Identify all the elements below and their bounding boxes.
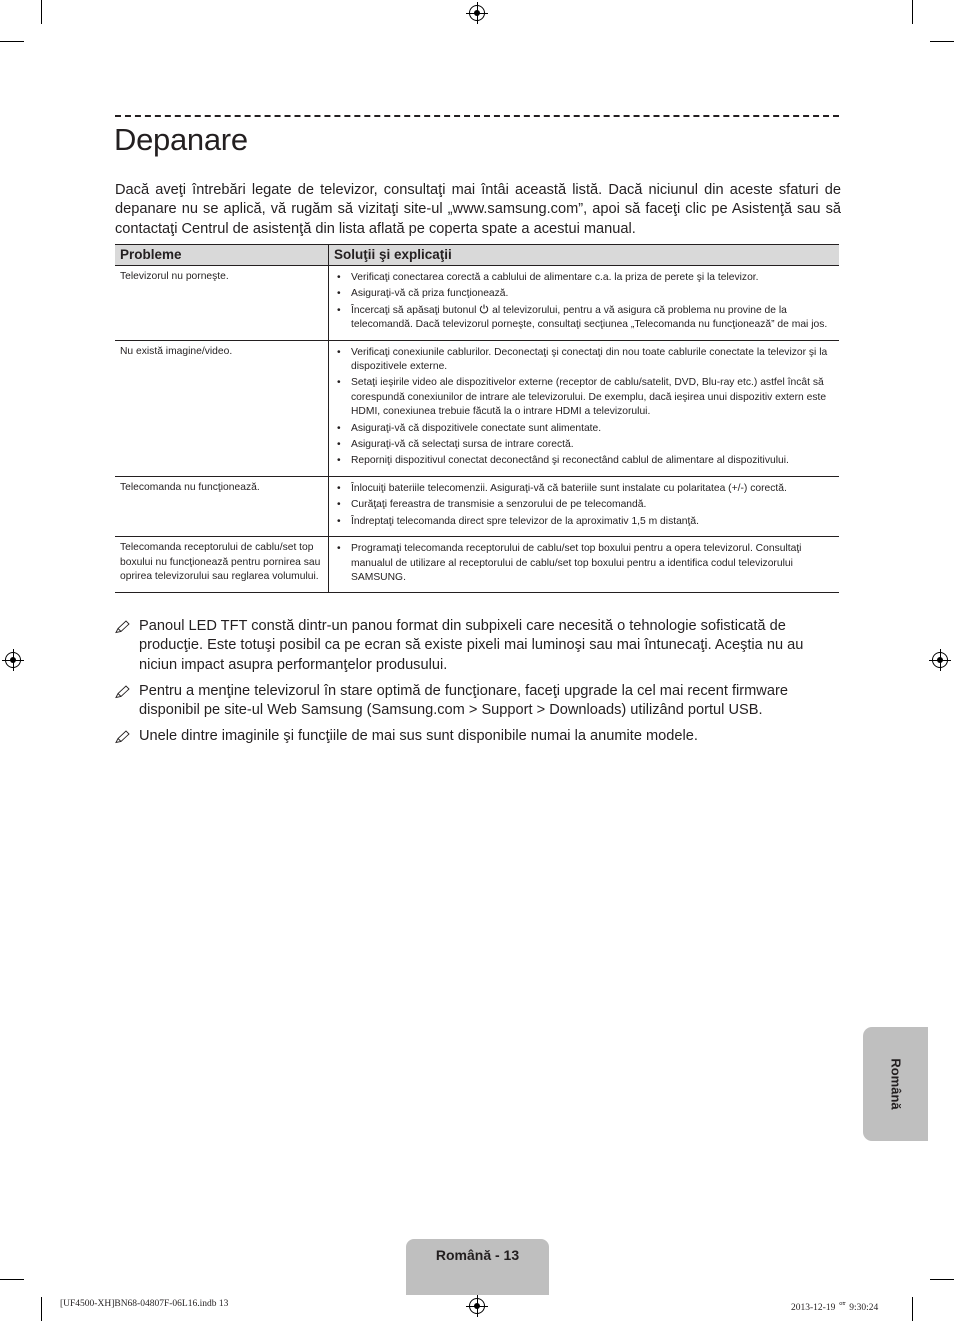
note-item: [115, 682, 841, 721]
notes-section: [115, 617, 841, 754]
solution-item: • Reporniţi dispozitivul conectat deconectând şi reconectând cablul de alimentare al dispozitivului.: [351, 454, 834, 468]
footer-timestamp: 2013-12-19 ᄋᄒ 9:30:24: [791, 1303, 879, 1313]
note-pencil-icon: [115, 620, 131, 634]
solutions-list: [334, 542, 834, 585]
crop-mark: [912, 1297, 913, 1321]
note-pencil-icon: [115, 685, 131, 699]
crop-mark: [41, 1297, 42, 1321]
solution-text: al televizorului, pentru a vă asigura că problema nu provine de la telecomandă. Dacă televizorul porneşte, consultaţi secţiunea „Telecomanda nu funcţionează” de mai jos.: [351, 304, 828, 331]
note-text: Pentru a menţine televizorul în stare optimă de funcţionare, faceţi upgrade la cel mai recent firmware disponibil pe site-ul Web Samsung (Samsung.com > Support > Downloads) utilizând portul USB.: [139, 682, 788, 719]
table-row: [115, 266, 839, 341]
column-header-problems: Probleme: [115, 245, 329, 266]
note-item: [115, 617, 841, 675]
language-label: Română: [888, 1058, 903, 1110]
note-item: [115, 727, 841, 746]
solution-item: • Îndreptaţi telecomanda direct spre televizor de la aproximativ 1,5 m distanţă.: [351, 515, 834, 529]
column-header-solutions: Soluţii şi explicaţii: [329, 245, 840, 266]
troubleshooting-table: [115, 244, 839, 593]
note-text: Panoul LED TFT constă dintr-un panou format din subpixeli care necesită o tehnologie sofisticată de producţie. Este totuşi posibil ca pe ecran să existe pixeli mai luminoşi sau mai întunecaţi. Aceştia nu au niciun impact asupra performanţelor produsului.: [139, 618, 804, 673]
registration-mark-icon: [469, 5, 485, 21]
table-row: [115, 340, 839, 476]
solution-item: • Verificaţi conexiunile cablurilor. Deconectaţi şi conectaţi din nou toate cablurile conectate la televizor şi la dispozitivele externe.: [351, 346, 834, 375]
crop-mark: [41, 0, 42, 24]
solution-item: • Programaţi telecomanda receptorului de cablu/set top boxului pentru a opera televizorul. Consultaţi manualul de utilizare al receptorului de cablu/set top boxului pentru a identifica codul televizorului SAMSUNG.: [351, 542, 834, 585]
solution-item: [351, 304, 834, 333]
intro-paragraph: Dacă aveţi întrebări legate de televizor, consultaţi mai întâi această listă. Dacă niciunul din aceste sfaturi de depanare nu se aplică, vă rugăm să vizitaţi site-ul „www.samsung.com”, apoi să faceţi clic pe Asistenţă sau să contactaţi Centrul de asistenţă din lista aflată pe coperta spate a acestui manual.: [115, 182, 841, 237]
footer-file-info: [UF4500-XH]BN68-04807F-06L16.indb 13: [60, 1299, 229, 1309]
solution-item: • Asiguraţi-vă că dispozitivele conectate sunt alimentate.: [351, 422, 834, 436]
solution-item: • Setaţi ieşirile video ale dispozitivelor externe (receptor de cablu/satelit, DVD, Blu-ray etc.) astfel încât să corespundă conexiunilor de intrare ale televizorului. De exemplu, dacă ieşirea unui dispozitiv extern este HDMI, conexiunea trebuie făcută la o intrare HDMI a televizorului.: [351, 376, 834, 419]
table-header-row: [115, 245, 839, 266]
crop-mark: [930, 41, 954, 42]
solutions-cell: [329, 266, 840, 341]
note-text: Unele dintre imaginile şi funcţiile de mai sus sunt disponibile numai la anumite modele.: [139, 728, 698, 745]
problem-cell: Nu există imagine/video.: [115, 340, 329, 476]
registration-mark-icon: [469, 1298, 485, 1314]
solution-item: • Înlocuiţi bateriile telecomenzii. Asiguraţi-vă că bateriile sunt instalate cu polaritatea (+/-) corectă.: [351, 482, 834, 496]
solutions-cell: [329, 340, 840, 476]
solutions-cell: [329, 476, 840, 536]
crop-mark: [0, 41, 24, 42]
page-number: Română - 13: [435, 1247, 520, 1263]
solution-item: • Curăţaţi fereastra de transmisie a senzorului de pe telecomandă.: [351, 498, 834, 512]
crop-mark: [930, 1279, 954, 1280]
title-divider: [115, 115, 839, 117]
solutions-list: [334, 482, 834, 529]
note-pencil-icon: [115, 730, 131, 744]
table-row: [115, 537, 839, 593]
registration-mark-icon: [932, 652, 948, 668]
crop-mark: [912, 0, 913, 24]
page-number-tab: [406, 1239, 549, 1295]
solutions-list: [334, 346, 834, 469]
solution-item: • Asiguraţi-vă că priza funcţionează.: [351, 287, 834, 301]
solutions-cell: [329, 537, 840, 593]
registration-mark-icon: [5, 652, 21, 668]
solution-item: • Asiguraţi-vă că selectaţi sursa de intrare corectă.: [351, 438, 834, 452]
page-title: Depanare: [114, 122, 248, 157]
solutions-list: [334, 271, 834, 333]
problem-cell: Telecomanda receptorului de cablu/set top boxului nu funcţionează pentru pornirea sau oprirea televizorului sau reglarea volumului.: [115, 537, 329, 593]
power-icon: [479, 304, 489, 314]
solution-text: Încercaţi să apăsaţi butonul: [351, 304, 477, 316]
problem-cell: Telecomanda nu funcţionează.: [115, 476, 329, 536]
solution-item: • Verificaţi conectarea corectă a cablului de alimentare c.a. la priza de perete şi la televizor.: [351, 271, 834, 285]
language-side-tab: [863, 1027, 928, 1141]
crop-mark: [0, 1279, 24, 1280]
problem-cell: Televizorul nu porneşte.: [115, 266, 329, 341]
table-row: [115, 476, 839, 536]
